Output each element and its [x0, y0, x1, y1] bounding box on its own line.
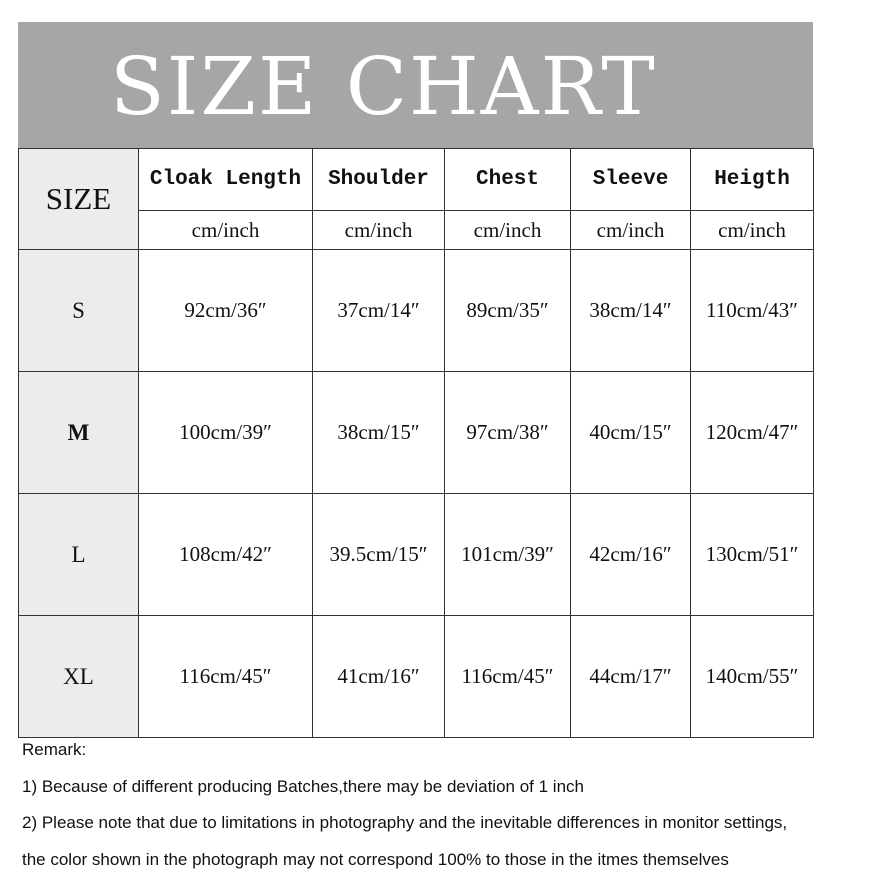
table-cell: 116cm/45″ [445, 616, 571, 738]
table-cell: 92cm/36″ [139, 250, 313, 372]
table-cell: 130cm/51″ [691, 494, 814, 616]
unit-cell: cm/inch [571, 211, 691, 250]
table-row [19, 372, 814, 494]
table-cell: 38cm/14″ [571, 250, 691, 372]
column-header-shoulder: Shoulder [313, 149, 445, 211]
table-cell: 40cm/15″ [571, 372, 691, 494]
table-cell: 41cm/16″ [313, 616, 445, 738]
table-cell: 140cm/55″ [691, 616, 814, 738]
table-row [19, 250, 814, 372]
table-cell: 97cm/38″ [445, 372, 571, 494]
unit-cell: cm/inch [313, 211, 445, 250]
unit-cell: cm/inch [139, 211, 313, 250]
banner-title: SIZE CHART [110, 40, 657, 133]
remark-line: the color shown in the photograph may not correspond 100% to those in the itmes themselves [22, 849, 729, 869]
column-header-height: Heigth [691, 149, 814, 211]
table-cell: 101cm/39″ [445, 494, 571, 616]
column-header-sleeve: Sleeve [571, 149, 691, 211]
size-label: M [19, 372, 139, 494]
table-cell: 42cm/16″ [571, 494, 691, 616]
size-header-cell: SIZE [19, 149, 139, 250]
size-label: S [19, 250, 139, 372]
unit-cell: cm/inch [691, 211, 814, 250]
table-header-row [19, 149, 814, 211]
column-header-cloak-length: Cloak Length [139, 149, 313, 211]
remarks-heading: Remark: [22, 740, 87, 759]
table-row [19, 494, 814, 616]
table-cell: 38cm/15″ [313, 372, 445, 494]
table-cell: 116cm/45″ [139, 616, 313, 738]
size-table [18, 148, 814, 738]
table-cell: 37cm/14″ [313, 250, 445, 372]
column-header-chest: Chest [445, 149, 571, 211]
remark-line: 1) Because of different producing Batches,there may be deviation of 1 inch [22, 776, 584, 796]
size-chart-banner [18, 22, 813, 148]
size-label: L [19, 494, 139, 616]
table-row [19, 616, 814, 738]
table-cell: 110cm/43″ [691, 250, 814, 372]
table-cell: 108cm/42″ [139, 494, 313, 616]
table-unit-row [19, 211, 814, 250]
table-cell: 120cm/47″ [691, 372, 814, 494]
table-cell: 44cm/17″ [571, 616, 691, 738]
remark-line: 2) Please note that due to limitations in photography and the inevitable differences in monitor settings, [22, 813, 788, 832]
unit-cell: cm/inch [445, 211, 571, 250]
remarks-section [22, 739, 882, 885]
table-cell: 89cm/35″ [445, 250, 571, 372]
table-cell: 39.5cm/15″ [313, 494, 445, 616]
table-cell: 100cm/39″ [139, 372, 313, 494]
size-label: XL [19, 616, 139, 738]
